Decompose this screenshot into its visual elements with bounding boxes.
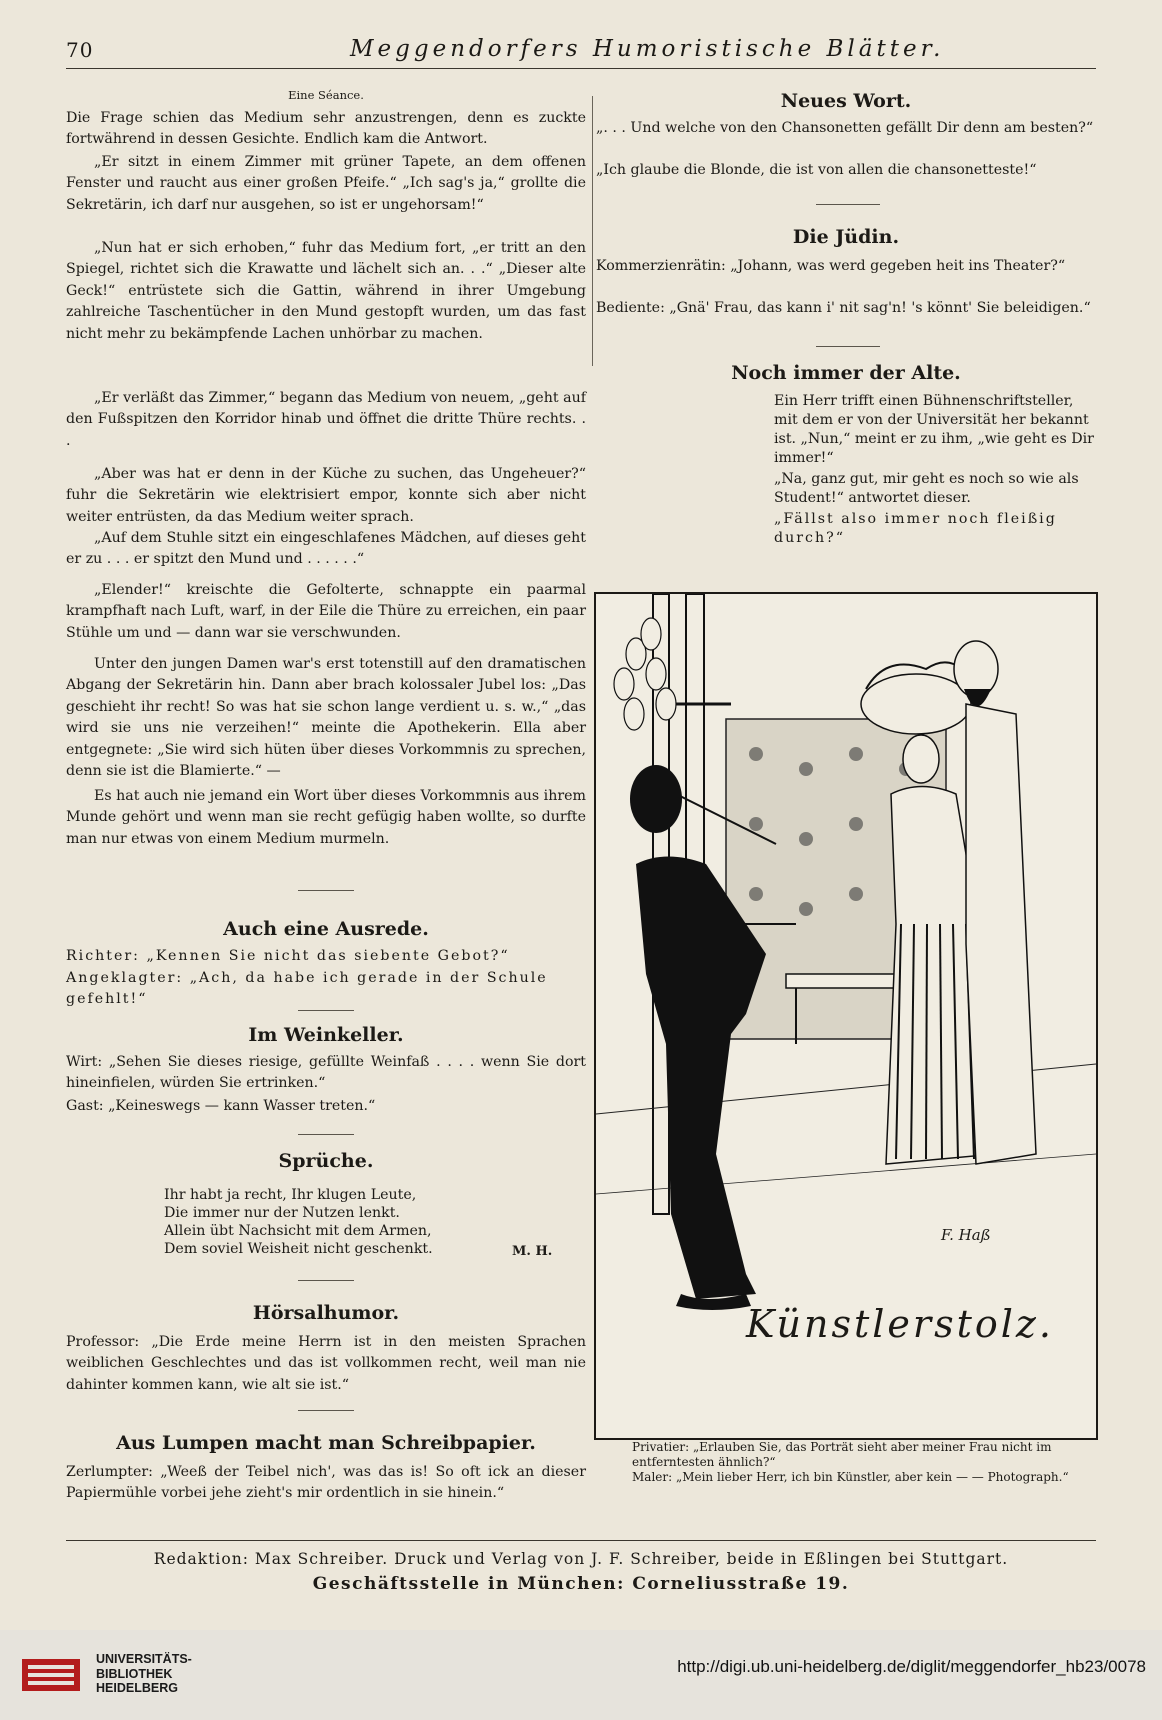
column-divider: [592, 96, 593, 366]
juedin-line: Bediente: „Gnä' Frau, das kann i' nit sag'n! 's könnt' Sie beleidigen.“: [596, 300, 1091, 316]
lumpen-title: Aus Lumpen macht man Schreibpapier.: [116, 1432, 536, 1454]
library-name-line: BIBLIOTHEK: [96, 1666, 173, 1681]
divider: [816, 346, 880, 347]
seance-paragraph: „Elender!“ kreischte die Gefolterte, schnappte ein paarmal krampfhaft nach Luft, warf, in der Eile die Thüre zu erreichen, ein paar Stühle um und — dann war sie verschwunden.: [66, 582, 586, 641]
seance-paragraph: „Aber was hat er denn in der Küche zu suchen, das Ungeheuer?“ fuhr die Sekretärin wie elektrisiert empor, konnte sich aber nicht weiter entrüsten, da das Medium weiter sprach.: [66, 466, 586, 525]
seance-paragraph: „Nun hat er sich erhoben,“ fuhr das Medium fort, „er tritt an den Spiegel, richtet sich die Krawatte und lächelt sich an. . .“ „Dieser alte Geck!“ entrüstete sich die Gattin, während in ihrer Umgebung zahlreiche Taschentücher in den Mund gestopft wurden, um das fast nicht mehr zu bekämpfende Lachen unhörbar zu machen.: [66, 240, 586, 342]
poem-line: Ihr habt ja recht, Ihr klugen Leute,: [164, 1187, 417, 1203]
divider: [298, 1134, 354, 1135]
seance-paragraph: Es hat auch nie jemand ein Wort über dieses Vorkommnis aus ihrem Munde gehört und wenn man sie recht gefügig haben wollte, so durfte man nur etwas von einem Medium murmeln.: [66, 788, 586, 847]
library-name: [96, 1652, 192, 1696]
sprueche-poem: [164, 1186, 433, 1258]
seance-paragraph: „Auf dem Stuhle sitzt ein eingeschlafenes Mädchen, auf dieses geht er zu . . . er spitzt den Mund und . . . . . .“: [66, 530, 586, 568]
header-rule: [66, 68, 1096, 69]
caption-line: Maler: „Mein lieber Herr, ich bin Künstler, aber kein — — Photograph.“: [632, 1470, 1069, 1484]
weinkeller-line: Wirt: „Sehen Sie dieses riesige, gefüllte Weinfaß . . . . wenn Sie dort hineinfielen, würden Sie ertrinken.“: [66, 1054, 586, 1092]
alte-title: Noch immer der Alte.: [731, 362, 961, 384]
poem-line: Die immer nur der Nutzen lenkt.: [164, 1205, 400, 1221]
hoersaal-title: Hörsalhumor.: [252, 1302, 400, 1324]
hoersaal-text: Professor: „Die Erde meine Herrn ist in den meisten Sprachen weiblichen Geschlechtes und das ist vollkommen recht, weil man nie dahinter kommen kann, wie alt sie ist.“: [66, 1334, 586, 1393]
divider: [298, 1010, 354, 1011]
footer-office: Geschäftsstelle in München: Corneliusstraße 19.: [312, 1574, 850, 1594]
cartoon-title: Künstlerstolz.: [746, 1302, 1054, 1346]
alte-line: „Fällst also immer noch fleißig durch?“: [774, 511, 1057, 546]
poem-line: Dem soviel Weisheit nicht geschenkt.: [164, 1241, 433, 1257]
ausrede-line: Angeklagter: „Ach, da habe ich gerade in der Schule gefehlt!“: [66, 970, 548, 1008]
cartoon-illustration: [594, 592, 1098, 1440]
footer-rule: [66, 1540, 1096, 1541]
juedin-line: Kommerzienrätin: „Johann, was werd gegeben heit ins Theater?“: [596, 258, 1066, 274]
page-number: 70: [66, 38, 94, 62]
seance-paragraph: Unter den jungen Damen war's erst totenstill auf den dramatischen Abgang der Sekretärin hin. Dann aber brach kolossaler Jubel los: „Das geschieht ihr recht! So was hat sie schon lange verdient u. s. w.,“ „das wird sie uns nie verzeihen!“ meinte die Apothekerin. Ella aber entgegnete: „Sie wird sich hüten über dieses Vorkommnis zu sprechen, denn sie ist die Blamierte.“ —: [66, 656, 586, 780]
weinkeller-line: Gast: „Keineswegs — kann Wasser treten.“: [66, 1098, 376, 1114]
neues-wort-title: Neues Wort.: [780, 90, 912, 112]
caption-line: Privatier: „Erlauben Sie, das Porträt sieht aber meiner Frau nicht im entferntesten ähnlich?“: [632, 1440, 1052, 1469]
divider: [298, 1280, 354, 1281]
sprueche-signature: M. H.: [512, 1244, 553, 1259]
juedin-title: Die Jüdin.: [792, 226, 900, 248]
neues-wort-line: „. . . Und welche von den Chansonetten gefällt Dir denn am besten?“: [596, 120, 1094, 136]
divider: [298, 890, 354, 891]
library-name-line: HEIDELBERG: [96, 1681, 178, 1695]
divider: [816, 204, 880, 205]
ausrede-line: Richter: „Kennen Sie nicht das siebente Gebot?“: [66, 948, 510, 964]
cartoon-signature: F. Haß: [941, 1226, 991, 1244]
ausrede-title: Auch eine Ausrede.: [223, 918, 429, 940]
weinkeller-title: Im Weinkeller.: [248, 1024, 404, 1046]
library-name-line: UNIVERSITÄTS-: [96, 1652, 192, 1666]
seance-paragraph: „Er verläßt das Zimmer,“ begann das Medium von neuem, „geht auf den Fußspitzen den Korridor hinab und öffnet die dritte Thüre rechts. . .: [66, 390, 586, 449]
cartoon-caption: [632, 1440, 1072, 1485]
divider: [298, 1410, 354, 1411]
seance-paragraph: „Er sitzt in einem Zimmer mit grüner Tapete, an dem offenen Fenster und raucht aus einer großen Pfeife.“ „Ich sag's ja,“ grollte die Sekretärin, ich darf nur ausgehen, so ist er ungehorsam!“: [66, 154, 586, 213]
seance-title: Eine Séance.: [288, 88, 364, 102]
lumpen-text: Zerlumpter: „Weeß der Teibel nich', was das is! So oft ick an dieser Papiermühle vorbei jehe zieht's mir ordentlich in sie hinein.“: [66, 1464, 586, 1502]
poem-line: Allein übt Nachsicht mit dem Armen,: [164, 1223, 432, 1239]
seance-paragraph: Die Frage schien das Medium sehr anzustrengen, denn es zuckte fortwährend in dessen Gesichte. Endlich kam die Antwort.: [66, 110, 586, 148]
library-logo-icon: [18, 1653, 84, 1701]
alte-line: „Na, ganz gut, mir geht es noch so wie als Student!“ antwortet dieser.: [774, 471, 1079, 506]
footer-imprint: Redaktion: Max Schreiber. Druck und Verlag von J. F. Schreiber, beide in Eßlingen bei Stuttgart.: [153, 1550, 1009, 1568]
source-url-link[interactable]: http://digi.ub.uni-heidelberg.de/diglit/meggendorfer_hb23/0078: [677, 1657, 1146, 1676]
sprueche-title: Sprüche.: [278, 1150, 374, 1172]
neues-wort-line: „Ich glaube die Blonde, die ist von allen die chansonetteste!“: [596, 162, 1037, 178]
alte-line: Ein Herr trifft einen Bühnenschriftsteller, mit dem er von der Universität her bekannt ist. „Nun,“ meint er zu ihm, „wie geht es Dir immer!“: [774, 393, 1094, 466]
masthead-title: Meggendorfers Humoristische Blätter.: [350, 36, 945, 62]
